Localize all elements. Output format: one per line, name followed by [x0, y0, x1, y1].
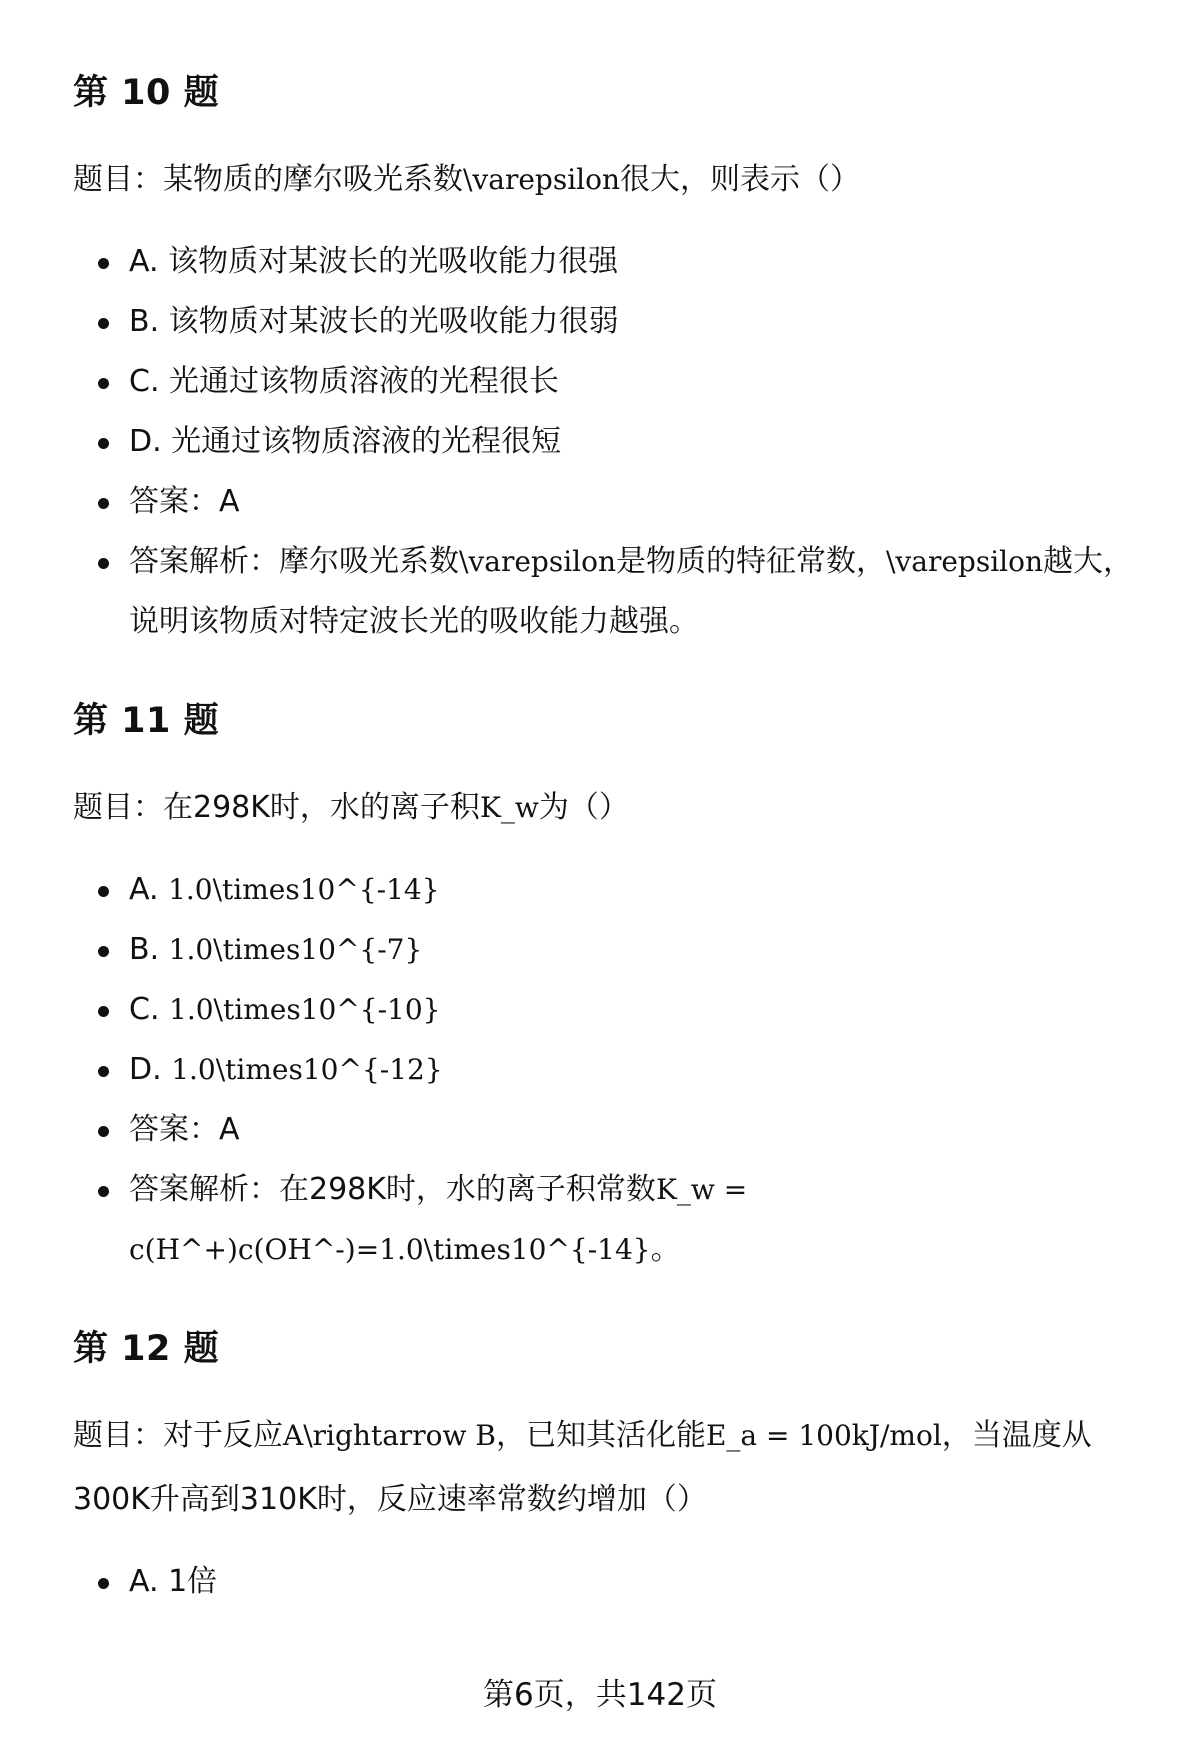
question-11-title: 第 11 题: [73, 701, 220, 741]
option-c: C. 1.0\times10^{-10}: [73, 980, 1153, 1040]
option-a: A. 1倍: [73, 1552, 1153, 1612]
answer-analysis: 答案解析：在298K时，水的离子积常数K_w = c(H^+)c(OH^-)=1.0\times10^{-14}。: [73, 1160, 1153, 1280]
answer-analysis: 答案解析：摩尔吸光系数\varepsilon是物质的特征常数，\varepsilon越大，说明该物质对特定波长光的吸收能力越强。: [73, 532, 1153, 652]
answer: 答案：A: [73, 472, 1153, 532]
question-12-options: [73, 1552, 1153, 1612]
question-12-stem: 题目：对于反应A\rightarrow B，已知其活化能E_a = 100kJ/mol，当温度从300K升高到310K时，反应速率常数约增加（）: [73, 1418, 1092, 1517]
question-11-stem: 题目：在298K时，水的离子积K_w为（）: [73, 790, 629, 825]
option-c: C. 光通过该物质溶液的光程很长: [73, 352, 1153, 412]
option-d: D. 光通过该物质溶液的光程很短: [73, 412, 1153, 472]
answer: 答案：A: [73, 1100, 1153, 1160]
option-a: A. 该物质对某波长的光吸收能力很强: [73, 232, 1153, 292]
question-10-title: 第 10 题: [73, 73, 220, 113]
page-footer: 第6页，共142页: [483, 1677, 717, 1713]
question-10-options: [73, 232, 1153, 652]
math-epsilon: \varepsilon: [463, 163, 620, 196]
question-10-stem: 题目：某物质的摩尔吸光系数\varepsilon很大，则表示（）: [73, 162, 860, 197]
question-11-options: [73, 860, 1153, 1280]
question-12-title: 第 12 题: [73, 1329, 220, 1369]
option-d: D. 1.0\times10^{-12}: [73, 1040, 1153, 1100]
option-b: B. 1.0\times10^{-7}: [73, 920, 1153, 980]
option-a: A. 1.0\times10^{-14}: [73, 860, 1153, 920]
document-page: [73, 58, 1153, 1612]
option-b: B. 该物质对某波长的光吸收能力很弱: [73, 292, 1153, 352]
